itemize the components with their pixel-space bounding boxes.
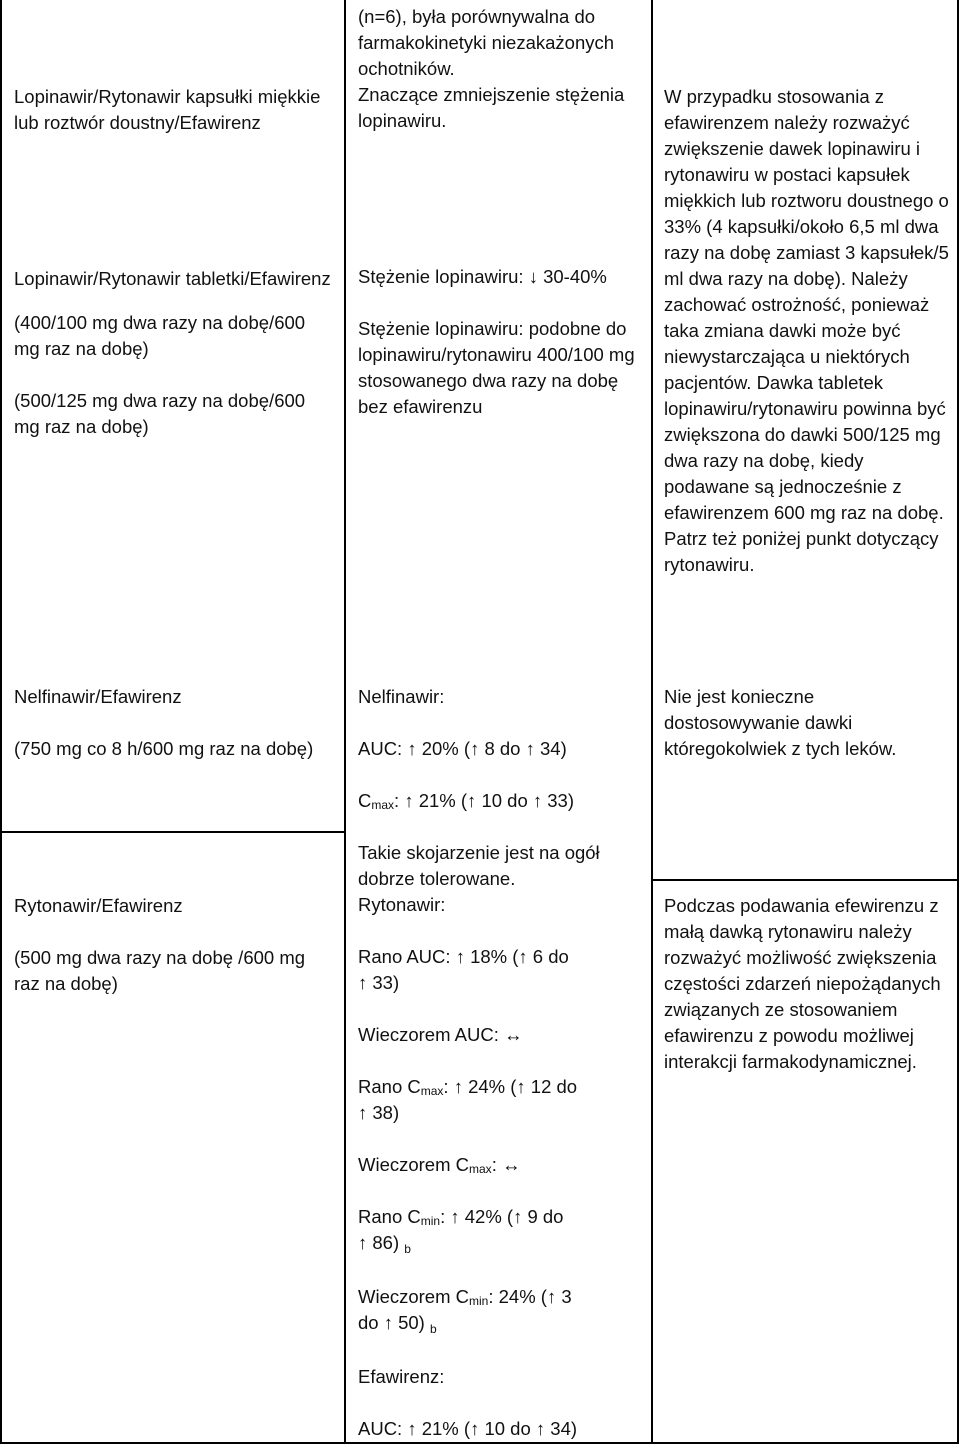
nelfinavir-recommendation: Nie jest konieczne dostosowywanie dawki któregokolwiek z tych leków. bbox=[664, 686, 897, 759]
up-arrow-icon: ↑ bbox=[407, 738, 417, 759]
up-arrow-icon: ↑ bbox=[513, 1206, 523, 1227]
table-border-left bbox=[0, 0, 2, 1444]
ritonavir-dose: (500 mg dwa razy na dobę /600 mg raz na dobę) bbox=[14, 947, 306, 994]
nelfinavir-dose: (750 mg co 8 h/600 mg raz na dobę) bbox=[14, 738, 314, 759]
up-arrow-icon: ↑ bbox=[518, 946, 528, 967]
ritonavir-evening-cmin: Wieczorem $C_{min}$: 24% (↑ 3 do ↑ 50) $_b$ bbox=[358, 1286, 572, 1336]
lopinavir-dose-500: (500/125 mg dwa razy na dobę/600 mg raz na dobę) bbox=[14, 390, 306, 437]
nelfinavir-title: Nelfinawir/Efawirenz bbox=[14, 686, 182, 707]
up-arrow-icon: ↑ bbox=[532, 790, 543, 811]
ritonavir-recommendation: Podczas podawania efewirenzu z małą dawką rytonawiru należy rozważyć możliwość zwiększenia częstości zdarzeń niepożądanych związanych ze stosowaniem efawirenzu z powodu możliwej interakcji farmakodynamicznej. bbox=[664, 895, 941, 1072]
efavirenz-auc: AUC: ↑ 21% (↑ 10 do ↑ 34) bbox=[358, 1416, 643, 1442]
up-arrow-icon: ↑ bbox=[467, 790, 477, 811]
row-divider-1-col3 bbox=[651, 879, 959, 881]
nelfinavir-recommendation-cell bbox=[664, 684, 949, 762]
ritonavir-title: Rytonawir/Efawirenz bbox=[14, 895, 183, 916]
ritonavir-evening-auc: Wieczorem AUC: ↔ bbox=[358, 1022, 643, 1048]
up-arrow-icon: ↑ bbox=[546, 1286, 557, 1307]
up-arrow-icon: ↑ bbox=[470, 1418, 480, 1439]
up-arrow-icon: ↑ bbox=[516, 1076, 526, 1097]
ritonavir-recommendation-cell bbox=[664, 893, 949, 1075]
ritonavir-morning-auc: Rano AUC: ↑ 18% (↑ 6 do ↑ 33) bbox=[358, 944, 643, 996]
nelfinavir-label: Nelfinawir: bbox=[358, 686, 445, 707]
footnote-marker: b bbox=[404, 1242, 411, 1256]
lopinavir-drug-cell bbox=[14, 84, 334, 440]
up-arrow-icon: ↑ bbox=[455, 946, 465, 967]
up-arrow-icon: ↑ bbox=[407, 1418, 417, 1439]
nelfinavir-auc: AUC: ↑ 20% (↑ 8 do ↑ 34) bbox=[358, 736, 643, 762]
ritonavir-effect-cell bbox=[358, 840, 643, 1442]
left-right-arrow-icon: ↔ bbox=[503, 1024, 523, 1045]
up-arrow-icon: ↑ bbox=[450, 1206, 460, 1227]
lopinavir-concentration-similar: Stężenie lopinawiru: podobne do lopinawiru/rytonawiru 400/100 mg stosowanego dwa razy na dobę bez efawirenzu bbox=[358, 318, 635, 417]
lopinavir-pk-note: (n=6), była porównywalna do farmakokinetyki niezakażonych ochotników. bbox=[358, 6, 615, 79]
up-arrow-icon: ↑ bbox=[358, 972, 368, 993]
nelfinavir-cmax: $C_{max}$: ↑ 21% (↑ 10 do ↑ 33) bbox=[358, 790, 575, 812]
lopinavir-capsules-title: Lopinawir/Rytonawir kapsułki miękkie lub roztwór doustny/Efawirenz bbox=[14, 86, 321, 133]
left-right-arrow-icon: ↔ bbox=[501, 1154, 521, 1175]
row-divider-1 bbox=[0, 831, 346, 833]
down-arrow-icon: ↓ bbox=[528, 266, 538, 287]
lopinavir-effect-cell bbox=[358, 4, 643, 420]
up-arrow-icon: ↑ bbox=[358, 1232, 368, 1253]
lopinavir-recommendation-cell bbox=[664, 84, 949, 578]
efavirenz-label: Efawirenz: bbox=[358, 1366, 445, 1387]
up-arrow-icon: ↑ bbox=[383, 1312, 393, 1333]
ritonavir-morning-cmax: Rano $C_{max}$: ↑ 24% (↑ 12 do ↑ 38) bbox=[358, 1074, 643, 1126]
ritonavir-evening-cmax: Wieczorem $C_{max}$: ↔ bbox=[358, 1154, 521, 1176]
ritonavir-tolerance-note: Takie skojarzenie jest na ogół dobrze tolerowane. bbox=[358, 842, 600, 889]
up-arrow-icon: ↑ bbox=[470, 738, 480, 759]
footnote-marker: b bbox=[430, 1322, 437, 1336]
ritonavir-label: Rytonawir: bbox=[358, 894, 446, 915]
column-divider-1 bbox=[344, 0, 346, 1444]
nelfinavir-drug-cell bbox=[14, 684, 334, 762]
ritonavir-drug-cell bbox=[14, 893, 334, 997]
lopinavir-dose-400: (400/100 mg dwa razy na dobę/600 mg raz na dobę) bbox=[14, 312, 306, 359]
up-arrow-icon: ↑ bbox=[525, 738, 535, 759]
lopinavir-concentration: Stężenie lopinawiru: ↓ 30-40% bbox=[358, 264, 643, 290]
table-border-right bbox=[957, 0, 959, 1444]
ritonavir-morning-cmin: Rano $C_{min}$: ↑ 42% (↑ 9 do ↑ 86) $_b$ bbox=[358, 1206, 564, 1256]
nelfinavir-effect-cell bbox=[358, 684, 643, 814]
lopinavir-recommendation: W przypadku stosowania z efawirenzem należy rozważyć zwiększenie dawek lopinawiru i rytonawiru w postaci kapsułek miękkich lub roztworu doustnego o 33% (4 kapsułki/około 6,5 ml dwa razy na dobę zamiast 3 kapsułek/5 ml dwa razy na dobę). Należy zachować ostrożność, ponieważ taka zmiana dawki może być niewystarczająca u niektórych pacjentów. Dawka tabletek lopinawiru/rytonawiru powinna być zwiększona do dawki 500/125 mg dwa razy na dobę, kiedy podawane są jednocześnie z efawirenzem 600 mg raz na dobę. Patrz też poniżej punkt dotyczący rytonawiru. bbox=[664, 86, 949, 575]
column-divider-2 bbox=[651, 0, 653, 1444]
lopinavir-tablets-title: Lopinawir/Rytonawir tabletki/Efawirenz bbox=[14, 268, 331, 289]
up-arrow-icon: ↑ bbox=[535, 1418, 546, 1439]
up-arrow-icon: ↑ bbox=[453, 1076, 463, 1097]
up-arrow-icon: ↑ bbox=[404, 790, 414, 811]
up-arrow-icon: ↑ bbox=[358, 1102, 368, 1123]
lopinavir-reduction-note: Znaczące zmniejszenie stężenia lopinawiru. bbox=[358, 84, 625, 131]
